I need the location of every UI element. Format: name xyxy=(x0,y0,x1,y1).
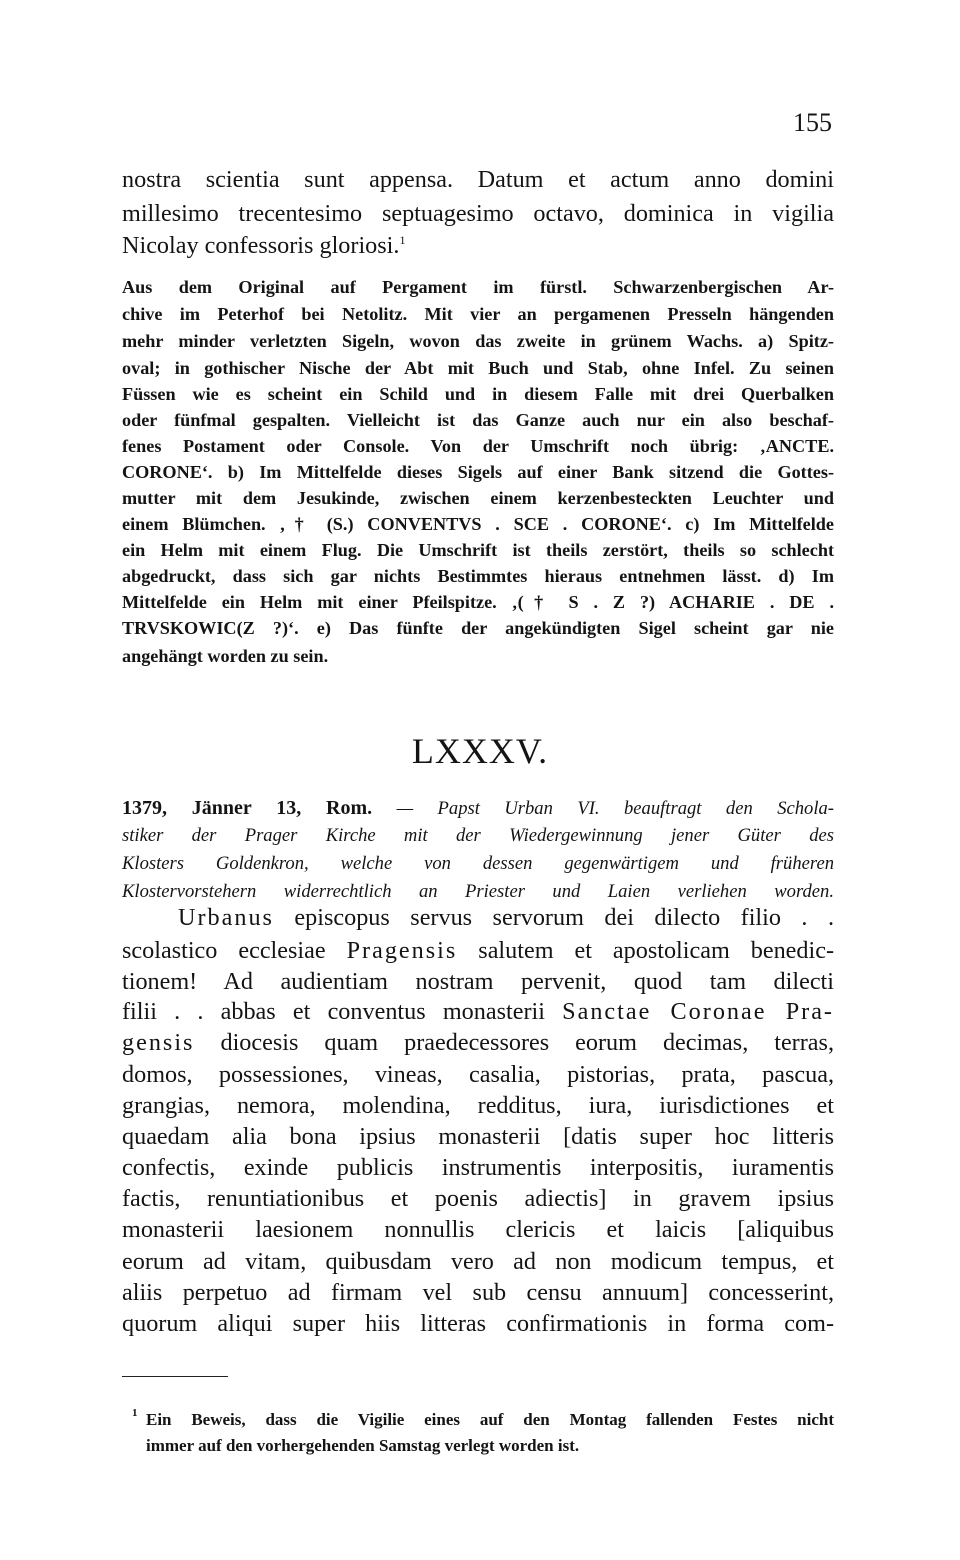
note-line: einem Blümchen. ‚† (S.) CONVENTVS . SCE . CORONE‘. c) Im Mittelfelde xyxy=(122,514,834,534)
main-line: quaedam alia bona ipsius monasterii [datis super hoc litteris xyxy=(122,1123,834,1150)
note-line: mutter mit dem Jesukinde, zwischen einem kerzenbesteckten Leuchter und xyxy=(122,488,834,508)
name-spaced: gensis xyxy=(122,1029,195,1056)
main-line xyxy=(178,904,834,932)
main-line xyxy=(122,937,834,965)
regest-text: — Papst Urban VI. beauftragt den Schola- xyxy=(396,798,834,819)
regest-line xyxy=(122,797,834,820)
note-line: CORONE‘. b) Im Mittelfelde dieses Sigels auf einer Bank sitzend die Gottes- xyxy=(122,462,834,482)
body-line: millesimo trecentesimo septuagesimo octavo, dominica in vigilia xyxy=(122,200,834,227)
main-text-span: diocesis quam praedecessores eorum decimas, terras, xyxy=(220,1029,834,1056)
page-number: 155 xyxy=(793,108,832,137)
body-line xyxy=(122,232,834,260)
note-line: ein Helm mit einem Flug. Die Umschrift ist theils zerstört, theils so schlecht xyxy=(122,540,834,560)
main-text-span: salutem et apostolicam benedic- xyxy=(478,937,835,964)
note-line: Mittelfelde ein Helm mit einer Pfeilspitze. ‚(† S . Z ?) ACHARIE . DE . xyxy=(122,592,834,612)
footnote-line: immer auf den vorhergehenden Samstag verlegt worden ist. xyxy=(146,1436,580,1455)
main-line xyxy=(122,998,834,1026)
main-line: tionem! Ad audientiam nostram pervenit, quod tam dilecti xyxy=(122,968,834,995)
note-line: angehängt worden zu sein. xyxy=(122,646,329,666)
main-line: monasterii laesionem nonnullis clericis et laicis [aliquibus xyxy=(122,1216,834,1243)
note-line: oval; in gothischer Nische der Abt mit Buch und Stab, ohne Infel. Zu seinen xyxy=(122,358,834,378)
main-line: quorum aliqui super hiis litteras confirmationis in forma com- xyxy=(122,1310,834,1337)
main-line xyxy=(122,1029,834,1057)
name-spaced: Pragensis xyxy=(346,937,458,964)
name-spaced: Urbanus xyxy=(178,904,274,931)
main-line: grangias, nemora, molendina, redditus, iura, iurisdictiones et xyxy=(122,1092,834,1119)
note-line: Aus dem Original auf Pergament im fürstl. Schwarzenbergischen Ar- xyxy=(122,277,834,297)
footnote-mark: 1 xyxy=(132,1407,138,1419)
main-text-span: episcopus servus servorum dei dilecto filio . . xyxy=(294,904,834,931)
main-text-span: scolastico ecclesiae xyxy=(122,937,326,964)
note-line: Füssen wie es scheint ein Schild und in diesem Falle mit drei Querbalken xyxy=(122,384,834,404)
regest-date: 1379, Jänner 13, Rom. xyxy=(122,797,373,819)
footnote-line xyxy=(132,1407,834,1430)
regest-line: Klosters Goldenkron, welche von dessen gegenwärtigem und früheren xyxy=(122,853,834,874)
name-spaced: Sanctae Coronae Pra- xyxy=(562,998,834,1025)
body-text: Nicolay confessoris gloriosi. xyxy=(122,232,400,259)
main-line: eorum ad vitam, quibusdam vero ad non modicum tempus, et xyxy=(122,1248,834,1275)
note-line: chive im Peterhof bei Netolitz. Mit vier an pergamenen Presseln hängenden xyxy=(122,304,834,324)
footnote-rule xyxy=(122,1376,228,1377)
note-line: TRVSKOWIC(Z ?)‘. e) Das fünfte der angekündigten Sigel scheint gar nie xyxy=(122,618,834,638)
main-line: confectis, exinde publicis instrumentis interpositis, iuramentis xyxy=(122,1154,834,1181)
main-text-span: filii . . abbas et conventus monasterii xyxy=(122,998,545,1025)
note-line: fenes Postament oder Console. Von der Umschrift noch übrig: ‚ANCTE. xyxy=(122,436,834,456)
note-line: oder fünfmal gespalten. Vielleicht ist das Ganze auch nur ein also beschaf- xyxy=(122,410,834,430)
main-line: aliis perpetuo ad firmam vel sub censu annuum] concesserint, xyxy=(122,1279,834,1306)
note-line: abgedruckt, dass sich gar nichts Bestimmtes hieraus entnehmen lässt. d) Im xyxy=(122,566,834,586)
footnote-text: Ein Beweis, dass die Vigilie eines auf den Montag fallenden Festes nicht xyxy=(146,1410,834,1429)
document-heading: LXXXV. xyxy=(411,731,549,771)
main-line: factis, renuntiationibus et poenis adiectis] in gravem ipsius xyxy=(122,1185,834,1212)
footnote-ref: 1 xyxy=(399,232,406,247)
note-line: mehr minder verletzten Sigeln, wovon das zweite in grünem Wachs. a) Spitz- xyxy=(122,331,834,351)
main-line: domos, possessiones, vineas, casalia, pistorias, prata, pascua, xyxy=(122,1061,834,1088)
regest-line: stiker der Prager Kirche mit der Wiedergewinnung jener Güter des xyxy=(122,825,834,846)
regest-line: Klostervorstehern widerrechtlich an Priester und Laien verliehen worden. xyxy=(122,881,834,902)
body-line: nostra scientia sunt appensa. Datum et actum anno domini xyxy=(122,166,834,193)
